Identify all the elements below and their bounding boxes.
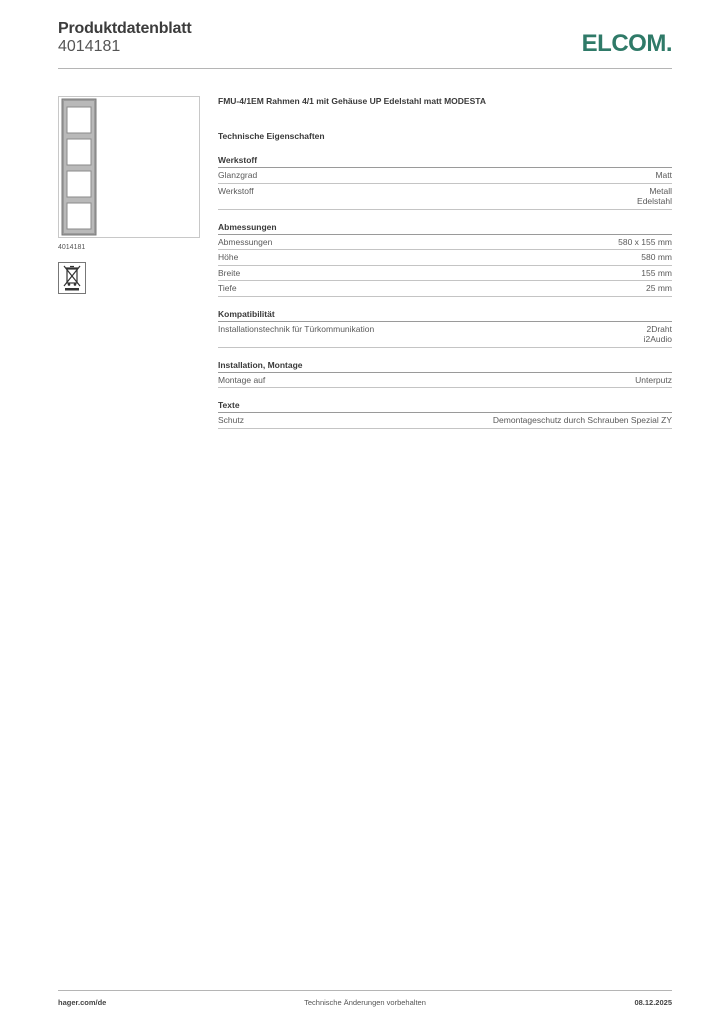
spec-group-texte: [218, 400, 672, 429]
spec-row: [218, 322, 672, 348]
spec-label: Tiefe: [218, 283, 237, 293]
product-name: FMU-4/1EM Rahmen 4/1 mit Gehäuse UP Edelstahl matt MODESTA: [218, 96, 486, 106]
image-caption: 4014181: [58, 244, 86, 251]
spec-label: Installationstechnik für Türkommunikation: [218, 323, 375, 334]
spec-value-line: 25 mm: [646, 283, 672, 293]
page-footer: [58, 998, 672, 1010]
spec-label: Breite: [218, 267, 241, 278]
spec-row: [218, 413, 672, 429]
spec-value-line: Unterputz: [635, 374, 672, 385]
brand-logo: ELCOM.: [581, 30, 672, 57]
spec-label: Höhe: [218, 252, 239, 262]
spec-label: Montage auf: [218, 374, 266, 385]
spec-value: [641, 268, 672, 279]
footer-divider: [58, 990, 672, 991]
footer-website-link[interactable]: hager.com/de: [58, 998, 107, 1007]
spec-row: [218, 281, 672, 297]
spec-value-line: Demontageschutz durch Schrauben Spezial ZY: [492, 415, 672, 425]
spec-value: [644, 324, 672, 345]
spec-label: Glanzgrad: [218, 170, 258, 180]
group-title: Kompatibilität: [218, 309, 672, 322]
group-title: Texte: [218, 400, 672, 413]
spec-row: [218, 373, 672, 389]
spec-group-installation: [218, 360, 672, 389]
document-title: Produktdatenblatt: [58, 20, 192, 37]
footer-date: 08.12.2025: [634, 998, 672, 1007]
spec-value-line: Metall: [649, 185, 672, 196]
spec-value-line: 2Draht: [646, 323, 672, 334]
spec-value: [641, 252, 672, 263]
spec-value: [655, 170, 672, 181]
group-title: Werkstoff: [218, 155, 672, 168]
spec-group-abmessungen: [218, 222, 672, 297]
spec-label: Schutz: [218, 415, 244, 425]
section-heading: Technische Eigenschaften: [218, 131, 325, 141]
spec-value: [637, 186, 672, 207]
spec-value-line: i2Audio: [643, 334, 672, 344]
spec-row: [218, 266, 672, 282]
spec-content: [218, 96, 672, 429]
spec-value-line: 155 mm: [641, 267, 672, 278]
spec-value-line: 580 mm: [641, 252, 672, 262]
spec-label: Abmessungen: [218, 236, 273, 247]
spec-row: [218, 168, 672, 184]
spec-value: [635, 375, 672, 386]
spec-value-line: Edelstahl: [637, 196, 672, 206]
product-image: [58, 96, 200, 238]
header-divider: [58, 68, 672, 69]
spec-row: [218, 235, 672, 251]
spec-value: [646, 283, 672, 294]
spec-value-line: 580 x 155 mm: [618, 236, 672, 247]
spec-group-kompatibilitaet: [218, 309, 672, 348]
group-title: Abmessungen: [218, 222, 672, 235]
document-number: 4014181: [58, 38, 121, 55]
page-header: [58, 20, 672, 68]
group-title: Installation, Montage: [218, 360, 672, 373]
weee-icon: [58, 262, 86, 294]
spec-row: [218, 184, 672, 210]
spec-label: Werkstoff: [218, 185, 254, 196]
spec-value: [493, 415, 672, 426]
spec-group-werkstoff: [218, 155, 672, 210]
spec-value: [618, 237, 672, 248]
frame-illustration: [59, 97, 199, 237]
footer-disclaimer: Technische Änderungen vorbehalten: [304, 998, 426, 1007]
spec-value-line: Matt: [655, 170, 672, 180]
spec-row: [218, 250, 672, 266]
